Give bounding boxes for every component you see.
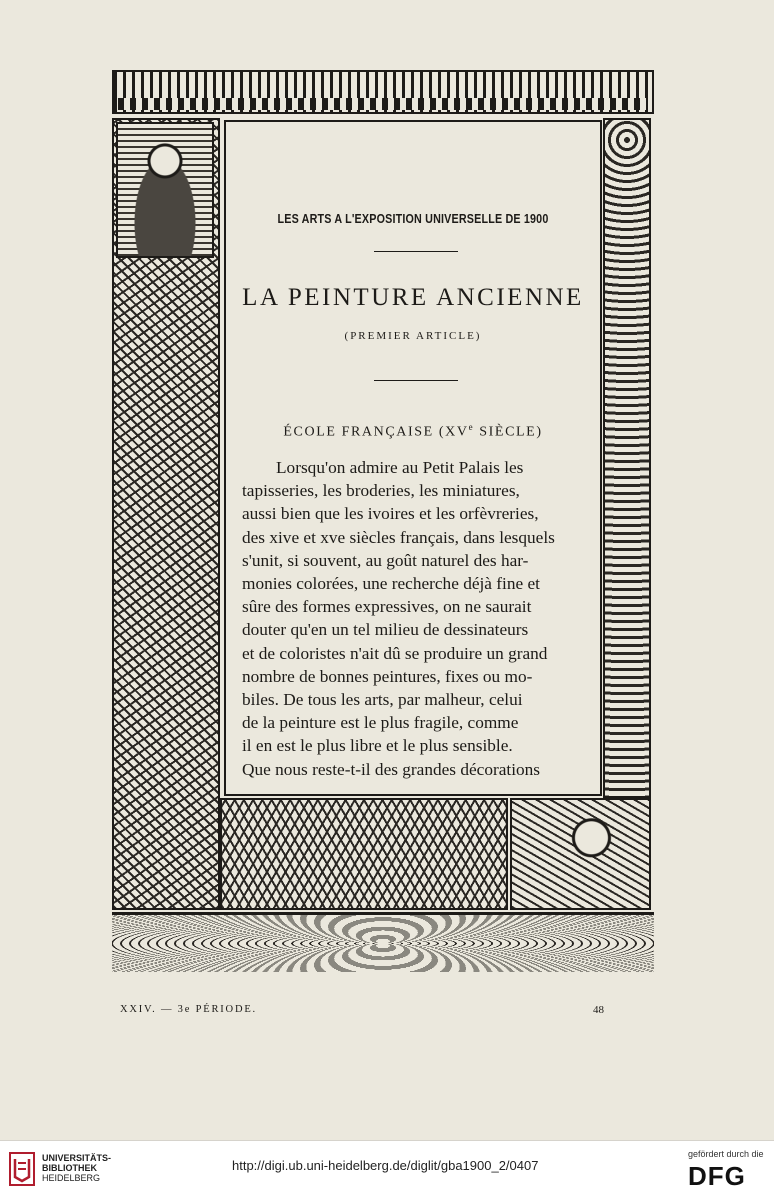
viewer-footer-bar [0,1140,774,1198]
permalink-url[interactable]: http://digi.ub.uni-heidelberg.de/diglit/gba1900_2/0407 [232,1158,539,1173]
divider-rule [374,380,458,381]
divider-rule [374,251,458,252]
body-line: il en est le plus libre et le plus sensible. [242,736,513,756]
text-frame [224,120,602,796]
library-line: HEIDELBERG [42,1173,101,1183]
section-heading [226,422,600,441]
body-line: tapisseries, les broderies, les miniatures, [242,481,520,501]
section-heading-sup: e [468,422,475,432]
body-line: sûre des formes expressives, on ne saurait [242,597,532,617]
section-heading-text-end: SIÈCLE) [474,424,543,440]
funding-note: gefördert durch die [688,1149,764,1159]
ornamental-border-foot [112,912,654,972]
article-title: LA PEINTURE ANCIENNE [242,284,584,311]
body-line: aussi bien que les ivoires et les orfèvreries, [242,504,539,524]
library-line: BIBLIOTHEK [42,1163,97,1173]
body-line: Que nous reste-t-il des grandes décorations [242,759,541,779]
dfg-logo[interactable]: DFG [688,1161,746,1191]
body-line: des xive et xve siècles français, dans lesquels [242,527,555,547]
page-number: 48 [593,1004,604,1016]
body-line: de la peinture est le plus fragile, comme [242,713,519,733]
article-subtitle: (PREMIER ARTICLE) [344,330,482,342]
body-line: s'unit, si souvent, au goût naturel des har- [242,550,529,570]
body-paragraph [242,456,586,781]
body-line: douter qu'en un tel milieu de dessinateurs [242,620,529,640]
running-head: LES ARTS A L'EXPOSITION UNIVERSELLE DE 1900 [277,212,549,226]
body-line: Lorsqu'on admire au Petit Palais les [276,458,524,477]
university-library-logo-icon[interactable] [8,1151,36,1187]
body-line: biles. De tous les arts, par malheur, celui [242,690,523,710]
section-heading-text: ÉCOLE FRANÇAISE (XV [283,424,469,440]
woodcut-portrait-bottom [510,798,651,910]
ornamental-border-top [112,70,654,114]
body-line: nombre de bonnes peintures, fixes ou mo- [242,666,533,686]
woodcut-hunting-scene [220,798,508,910]
body-line: monies colorées, une recherche déjà fine et [242,574,540,594]
library-line: UNIVERSITÄTS- [42,1153,112,1163]
woodcut-portrait-top [116,122,214,258]
ornamental-border-right [603,118,651,798]
body-line: et de coloristes n'ait dû se produire un grand [242,643,548,663]
university-library-name[interactable] [42,1153,111,1183]
page-footer-volume: XXIV. — 3e PÉRIODE. [120,1004,257,1015]
